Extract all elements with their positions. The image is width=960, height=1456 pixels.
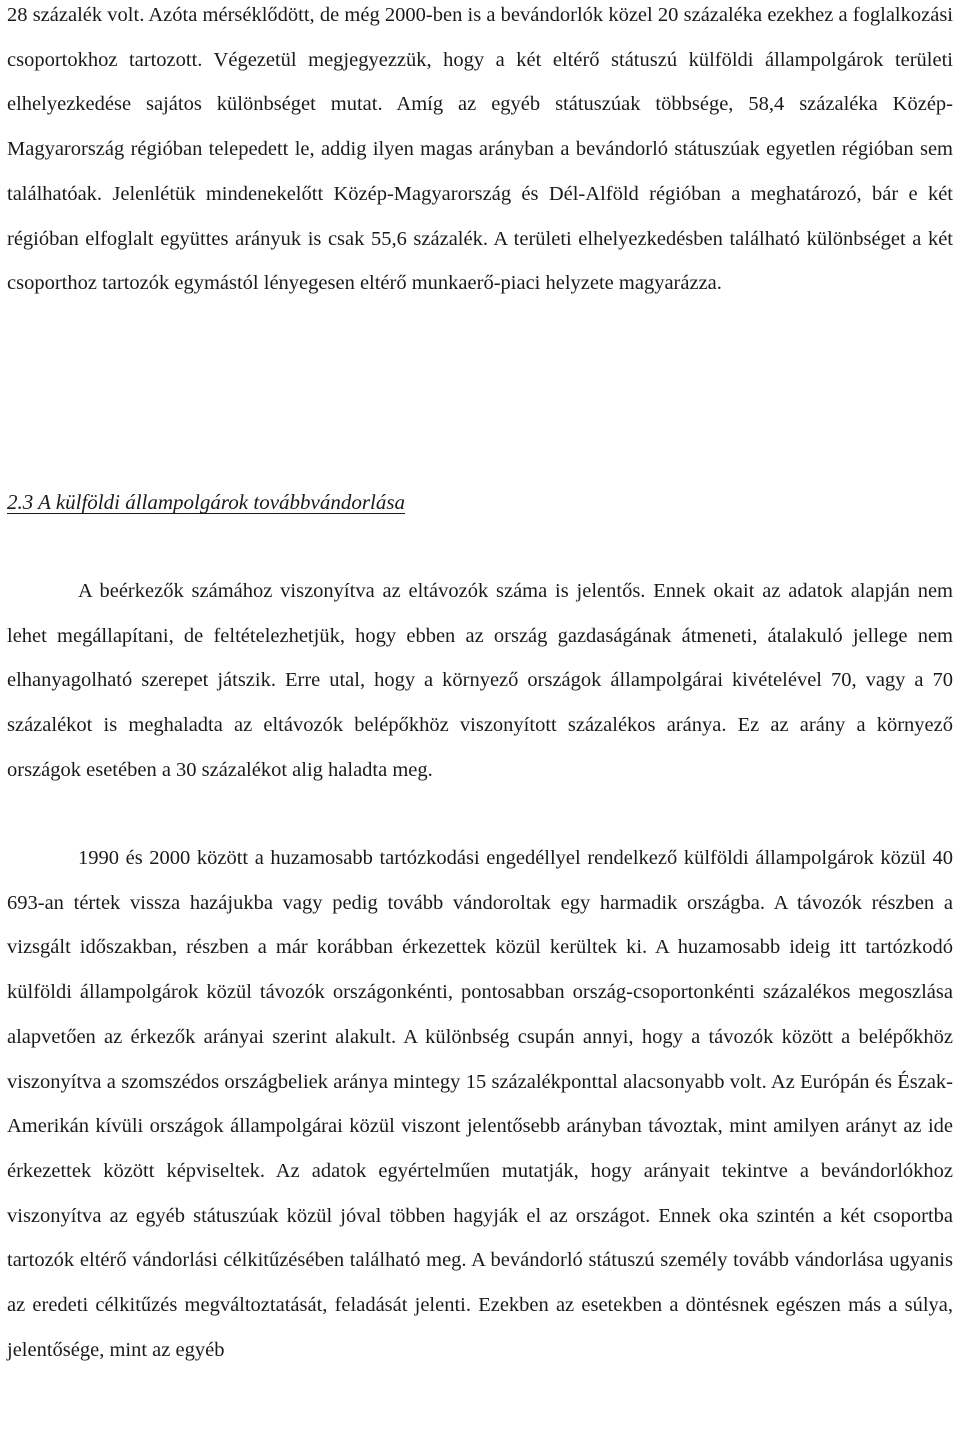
- body-paragraph-1: 28 százalék volt. Azóta mérséklődött, de még 2000-ben is a bevándorlók közel 20 százaléka ezekhez a foglalkozási csoportokhoz tartozott. Végezetül megjegyezzük, hogy a két eltérő státuszú külföldi állampolgárok területi elhelyezkedése sajátos különbséget mutat. Amíg az egyéb státuszúak többsége, 58,4 százaléka Közép-Magyarország régióban telepedett le, addig ilyen magas arányban a bevándorló státuszúak egyetlen régióban sem találhatóak. Jelenlétük mindenekelőtt Közép-Magyarország és Dél-Alföld régióban a meghatározó, bár e két régióban elfoglalt együttes arányuk is csak 55,6 százalék. A területi elhelyezkedésben található különbséget a két csoporthoz tartozók egymástól lényegesen eltérő munkaerő-piaci helyzete magyarázza.: [7, 4, 953, 295]
- body-paragraph-2: A beérkezők számához viszonyítva az eltávozók száma is jelentős. Ennek okait az adatok alapján nem lehet megállapítani, de feltételezhetjük, hogy ebben az ország gazdaságának átmeneti, átalakuló jellege nem elhanyagolható szerepet játszik. Erre utal, hogy a környező országok állampolgárai kivételével 70, vagy a 70 százalékot is meghaladta az eltávozók belépőkhöz viszonyított százalékos aránya. Ez az arány a környező országok esetében a 30 százalékot alig haladta meg.: [7, 580, 953, 781]
- body-paragraph-3: 1990 és 2000 között a huzamosabb tartózkodási engedéllyel rendelkező külföldi állampolgárok közül 40 693-an tértek vissza hazájukba vagy pedig tovább vándoroltak egy harmadik országba. A távozók részben a vizsgált időszakban, részben a már korábban érkezettek közül kerültek ki. A huzamosabb ideig itt tartózkodó külföldi állampolgárok közül távozók országonkénti, pontosabban ország-csoportonkénti százalékos megoszlása alapvetően az érkezők arányai szerint alakult. A különbség csupán annyi, hogy a távozók között a belépőkhöz viszonyítva a szomszédos országbeliek aránya mintegy 15 százalékponttal alacsonyabb volt. Az Európán és Észak-Amerikán kívüli országok állampolgárai közül viszont jelentősebb arányban távoztak, mint amilyen arányt az ide érkezettek között képviseltek. Az adatok egyértelműen mutatják, hogy arányait tekintve a bevándorlókhoz viszonyítva az egyéb státuszúak közül jóval többen hagyják el az országot. Ennek oka szintén a két csoportba tartozók eltérő vándorlási célkitűzésében található meg. A bevándorló státuszú személy tovább vándorlása ugyanis az eredeti célkitűzés megváltoztatását, feladását jelenti. Ezekben az esetekben a döntésnek egészen más a súlya, jelentősége, mint az egyéb: [7, 847, 953, 1361]
- section-heading: 2.3 A külföldi állampolgárok továbbvándorlása: [7, 490, 406, 514]
